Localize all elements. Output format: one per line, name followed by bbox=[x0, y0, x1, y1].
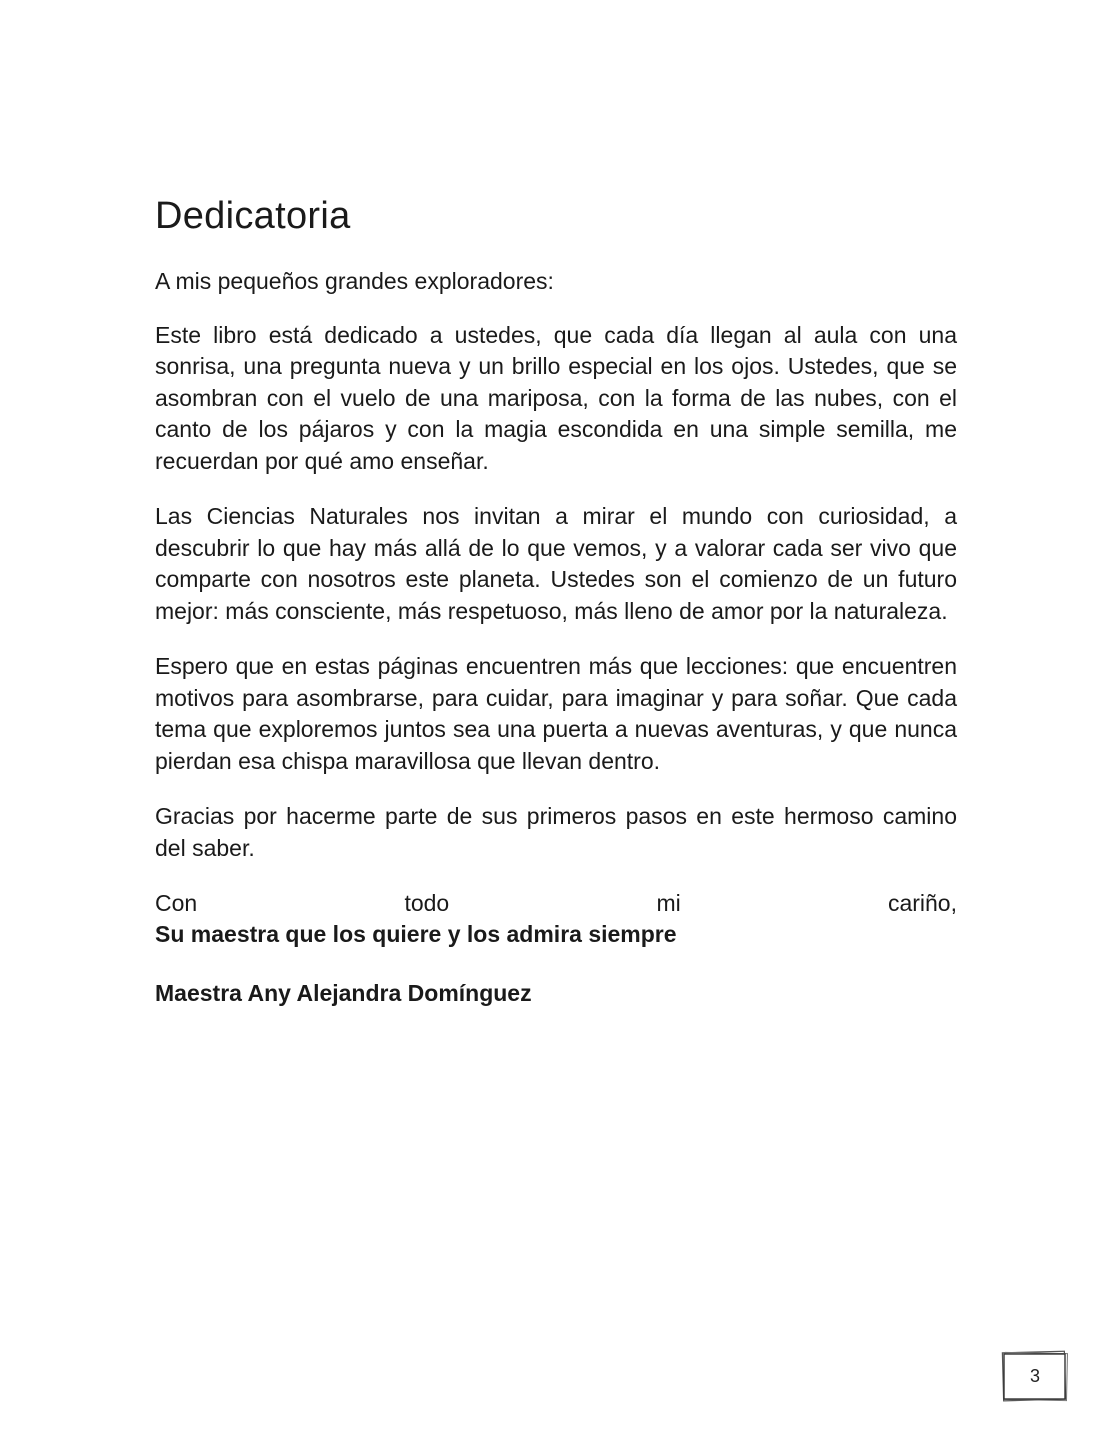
closing-word: mi bbox=[656, 890, 681, 916]
page-number: 3 bbox=[1029, 1366, 1040, 1386]
paragraph-2: Las Ciencias Naturales nos invitan a mirar el mundo con curiosidad, a descubrir lo que hay más allá de lo que vemos, y a valorar cada ser vivo que comparte con nosotros este planeta. Ustedes son el comienzo de un futuro mejor: más consciente, más respetuoso, más lleno de amor por la naturaleza. bbox=[155, 503, 957, 624]
paragraph-3: Espero que en estas páginas encuentren más que lecciones: que encuentren motivos para asombrarse, para cuidar, para imaginar y para soñar. Que cada tema que exploremos juntos sea una puerta a nuevas aventuras, y que nunca pierdan esa chispa maravillosa que llevan dentro. bbox=[155, 653, 957, 774]
closing-bold-line: Su maestra que los quiere y los admira siempre bbox=[155, 921, 677, 947]
closing-word: todo bbox=[404, 890, 450, 916]
greeting: A mis pequeños grandes exploradores: bbox=[155, 268, 554, 294]
signature: Maestra Any Alejandra Domínguez bbox=[155, 980, 532, 1006]
dedication-page bbox=[155, 190, 957, 1009]
closing-word: cariño, bbox=[887, 890, 957, 916]
closing-word: Con bbox=[155, 890, 198, 916]
page-number-box bbox=[1000, 1348, 1070, 1404]
paragraph-4: Gracias por hacerme parte de sus primeros pasos en este hermoso camino del saber. bbox=[155, 803, 957, 861]
page-title: Dedicatoria bbox=[155, 195, 351, 237]
paragraph-1: Este libro está dedicado a ustedes, que cada día llegan al aula con una sonrisa, una pregunta nueva y un brillo especial en los ojos. Ustedes, que se asombran con el vuelo de una mariposa, con la forma de las nubes, con el canto de los pájaros y con la magia escondida en una simple semilla, me recuerdan por qué amo enseñar. bbox=[155, 321, 957, 474]
closing-line bbox=[155, 888, 957, 919]
